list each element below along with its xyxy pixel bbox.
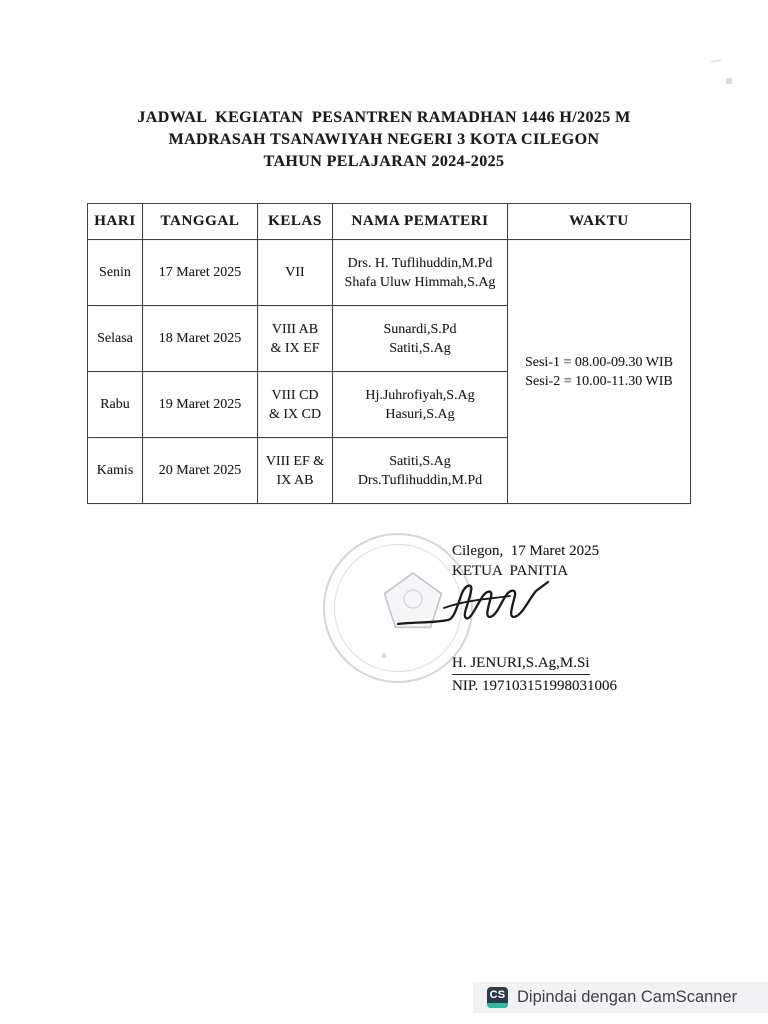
cell-hari: Selasa — [88, 306, 143, 372]
cell-hari: Rabu — [88, 372, 143, 438]
col-header-nama-pemateri: NAMA PEMATERI — [333, 204, 508, 240]
pemateri-line: Satiti,S.Ag — [389, 340, 451, 356]
cell-kelas — [258, 438, 333, 504]
pemateri-line: Hj.Juhrofiyah,S.Ag — [365, 387, 475, 403]
pemateri-line: Shafa Uluw Himmah,S.Ag — [344, 274, 496, 290]
camscanner-icon-label: CS — [489, 989, 506, 1001]
cell-waktu-merged — [508, 240, 691, 504]
kelas-line: & IX CD — [268, 406, 322, 422]
cell-tanggal: 20 Maret 2025 — [143, 438, 258, 504]
scan-artifact-mark — [726, 78, 732, 84]
camscanner-text: Dipindai dengan CamScanner — [517, 988, 738, 1006]
camscanner-icon-teal-strip — [487, 1003, 508, 1008]
col-header-kelas: KELAS — [258, 204, 333, 240]
kelas-line: VII — [285, 265, 305, 280]
cell-tanggal: 19 Maret 2025 — [143, 372, 258, 438]
stamp-star: * — [381, 651, 387, 665]
cell-pemateri — [333, 372, 508, 438]
cell-hari: Senin — [88, 240, 143, 306]
pemateri-line: Drs. H. Tuflihuddin,M.Pd — [347, 255, 493, 271]
pemateri-line: Hasuri,S.Ag — [385, 406, 455, 422]
cell-tanggal: 17 Maret 2025 — [143, 240, 258, 306]
cell-kelas — [258, 240, 333, 306]
signature-block — [452, 541, 617, 696]
table-header-row — [88, 204, 691, 240]
title-line-1: JADWAL KEGIATAN PESANTREN RAMADHAN 1446 H/2025 M — [137, 109, 631, 126]
col-header-waktu: WAKTU — [508, 204, 691, 240]
kelas-line: VIII AB — [271, 321, 319, 337]
cell-hari: Kamis — [88, 438, 143, 504]
scan-artifact-mark — [711, 59, 721, 62]
camscanner-icon — [487, 987, 508, 1008]
cell-pemateri — [333, 438, 508, 504]
signatory-name: H. JENURI,S.Ag,M.Si — [452, 653, 590, 675]
document-title — [0, 107, 768, 173]
signature-role: KETUA PANITIA — [452, 563, 569, 579]
kelas-line: VIII CD — [271, 387, 319, 403]
cell-tanggal: 18 Maret 2025 — [143, 306, 258, 372]
pemateri-line: Sunardi,S.Pd — [383, 321, 457, 337]
title-line-3: TAHUN PELAJARAN 2024-2025 — [263, 153, 505, 170]
title-line-2: MADRASAH TSANAWIYAH NEGERI 3 KOTA CILEGON — [168, 131, 600, 148]
col-header-tanggal: TANGGAL — [143, 204, 258, 240]
cell-kelas — [258, 306, 333, 372]
waktu-line: Sesi-2 = 10.00-11.30 WIB — [525, 373, 673, 389]
pemateri-line: Drs.Tuflihuddin,M.Pd — [357, 472, 483, 488]
pemateri-line: Satiti,S.Ag — [389, 453, 451, 469]
kelas-line: VIII EF & — [265, 453, 325, 469]
cell-kelas — [258, 372, 333, 438]
cell-pemateri — [333, 240, 508, 306]
signature-place-date: Cilegon, 17 Maret 2025 — [452, 543, 600, 559]
kelas-line: IX AB — [276, 472, 314, 488]
kelas-line: & IX EF — [270, 340, 320, 356]
waktu-line: Sesi-1 = 08.00-09.30 WIB — [524, 354, 674, 370]
col-header-hari: HARI — [88, 204, 143, 240]
camscanner-footer — [473, 982, 768, 1013]
cell-pemateri — [333, 306, 508, 372]
signatory-nip: NIP. 197103151998031006 — [452, 678, 618, 694]
schedule-table — [87, 203, 691, 504]
table-row — [88, 240, 691, 306]
